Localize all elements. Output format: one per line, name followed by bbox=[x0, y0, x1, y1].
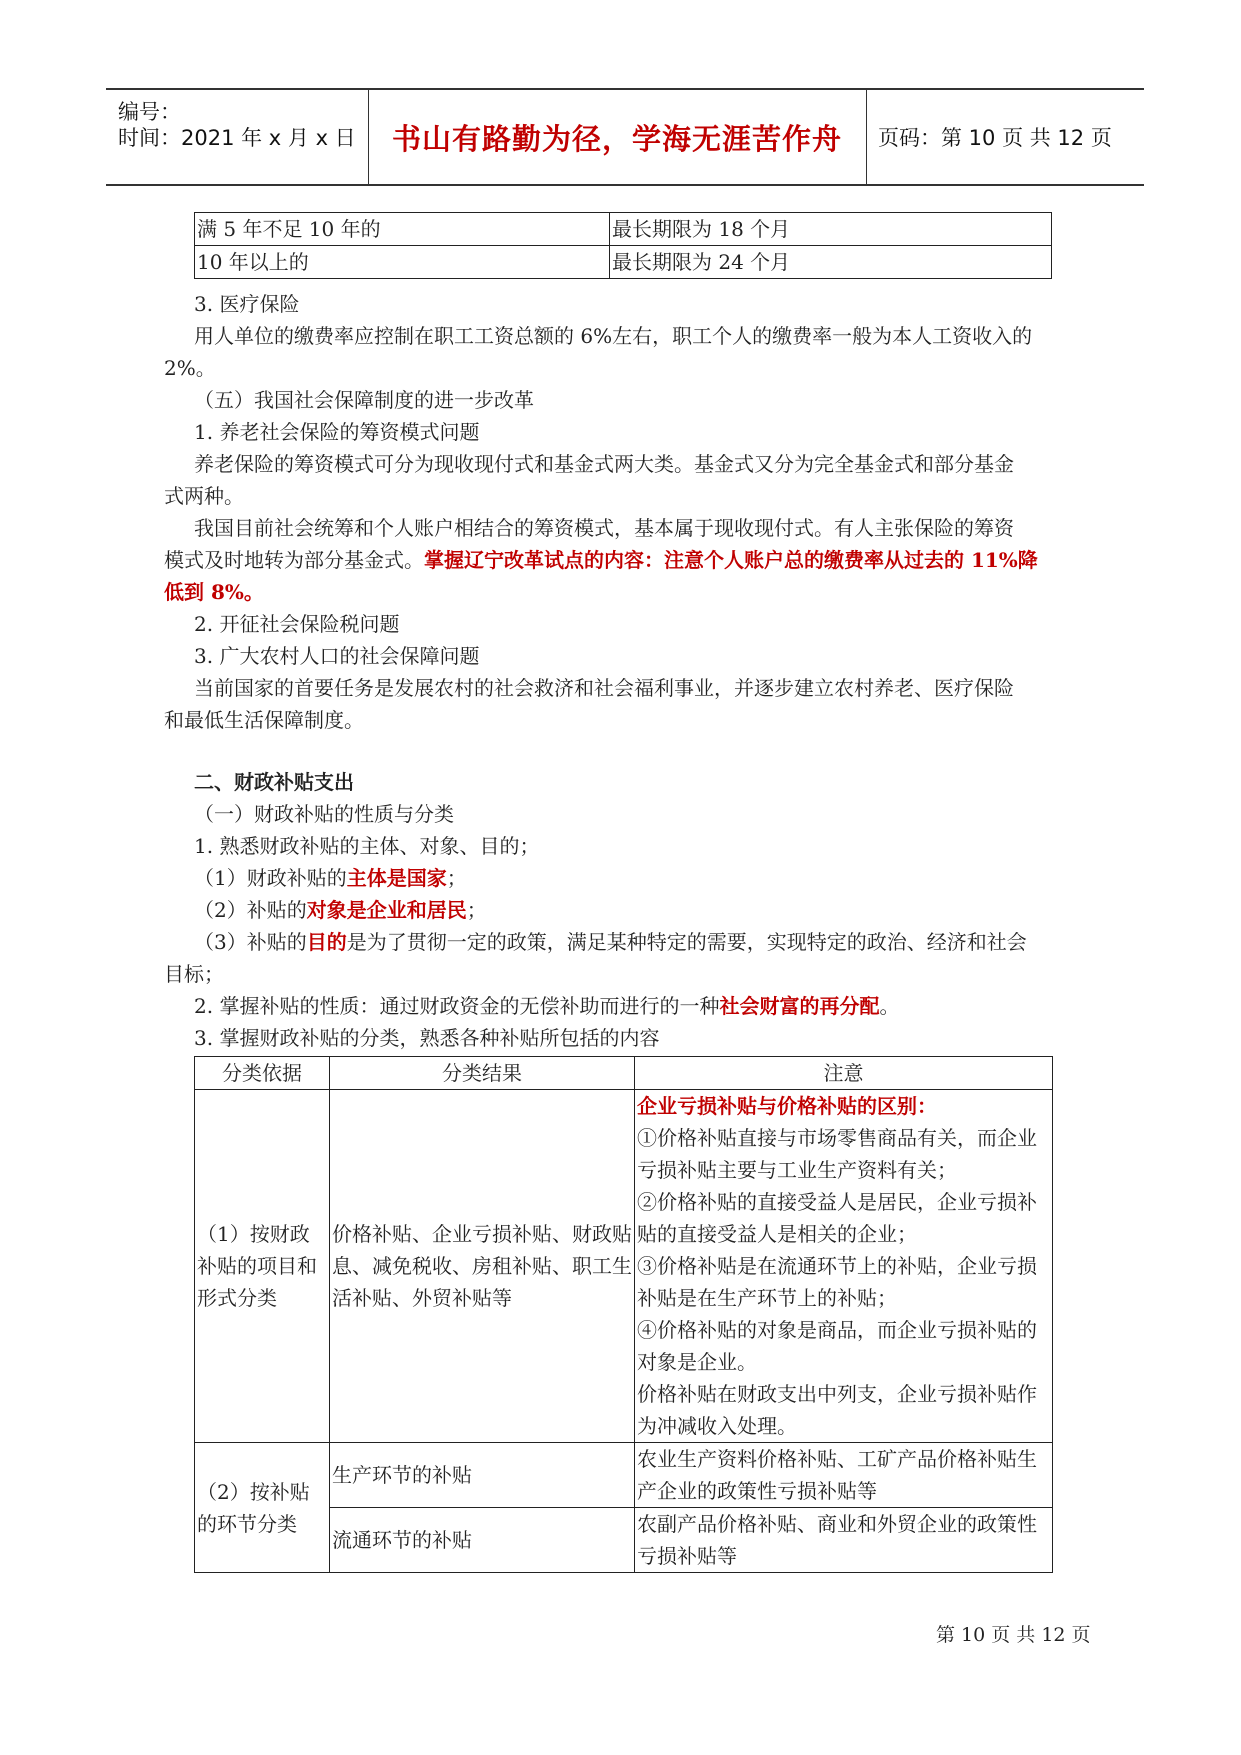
paragraph bbox=[164, 544, 1064, 576]
doc-time-label: 时间：2021 年 x 月 x 日 bbox=[118, 126, 356, 150]
paragraph: 3. 掌握财政补贴的分类，熟悉各种补贴所包括的内容 bbox=[194, 1026, 660, 1050]
text-run: （1）财政补贴的 bbox=[194, 866, 347, 890]
paragraph: 用人单位的缴费率应控制在职工工资总额的 6%左右，职工个人的缴费率一般为本人工资收入的 bbox=[194, 324, 1033, 348]
table-cell: 满 5 年不足 10 年的 bbox=[195, 213, 610, 246]
highlight-text: 主体是国家 bbox=[346, 866, 447, 890]
paragraph: 2%。 bbox=[164, 356, 216, 380]
text-run: （2）补贴的 bbox=[194, 898, 307, 922]
note-item: ②价格补贴的直接受益人是居民，企业亏损补贴的直接受益人是相关的企业； bbox=[637, 1190, 1037, 1246]
column-header: 分类结果 bbox=[330, 1057, 635, 1090]
table-cell: 流通环节的补贴 bbox=[330, 1508, 635, 1573]
table-row bbox=[195, 1090, 1053, 1443]
header-page-code: 页码：第 10 页 共 12 页 bbox=[878, 126, 1112, 150]
text-run: （3）补贴的 bbox=[194, 930, 307, 954]
subsidy-classification-table bbox=[194, 1056, 1053, 1573]
table-cell: 最长期限为 24 个月 bbox=[610, 246, 1052, 279]
text-run: 。 bbox=[879, 994, 900, 1018]
text-run: ； bbox=[446, 866, 467, 890]
table-cell: 生产环节的补贴 bbox=[330, 1443, 635, 1508]
paragraph: 当前国家的首要任务是发展农村的社会救济和社会福利事业，并逐步建立农村养老、医疗保险 bbox=[194, 676, 1014, 700]
note-item: 价格补贴在财政支出中列支，企业亏损补贴作为冲减收入处理。 bbox=[637, 1382, 1037, 1438]
highlight-text: 社会财富的再分配 bbox=[719, 994, 880, 1018]
paragraph: 和最低生活保障制度。 bbox=[164, 708, 364, 732]
section-heading: （五）我国社会保障制度的进一步改革 bbox=[194, 388, 534, 412]
table-cell: 价格补贴、企业亏损补贴、财政贴息、减免税收、房租补贴、职工生活补贴、外贸补贴等 bbox=[330, 1090, 635, 1443]
paragraph: 3. 医疗保险 bbox=[194, 292, 300, 316]
table-cell: 最长期限为 18 个月 bbox=[610, 213, 1052, 246]
column-header: 注意 bbox=[635, 1057, 1053, 1090]
highlight-text: 低到 8%。 bbox=[164, 580, 264, 604]
note-item: ①价格补贴直接与市场零售商品有关，而企业亏损补贴主要与工业生产资料有关； bbox=[637, 1126, 1037, 1182]
period-table bbox=[194, 212, 1052, 279]
table-cell: （2）按补贴的环节分类 bbox=[195, 1443, 330, 1573]
paragraph: 3. 广大农村人口的社会保障问题 bbox=[194, 644, 480, 668]
text-run: ； bbox=[466, 898, 487, 922]
column-header: 分类依据 bbox=[195, 1057, 330, 1090]
paragraph: 式两种。 bbox=[164, 484, 244, 508]
highlight-text: 掌握辽宁改革试点的内容：注意个人账户总的缴费率从过去的 11%降 bbox=[424, 548, 1038, 572]
table-cell bbox=[635, 1090, 1053, 1443]
header-motto: 书山有路勤为径，学海无涯苦作舟 bbox=[391, 121, 842, 156]
paragraph bbox=[194, 894, 1094, 926]
note-item: ④价格补贴的对象是商品，而企业亏损补贴的对象是企业。 bbox=[637, 1318, 1037, 1374]
header-page-cell bbox=[866, 90, 1144, 184]
subsection-heading: （一）财政补贴的性质与分类 bbox=[194, 802, 454, 826]
table-row bbox=[195, 213, 1052, 246]
table-row bbox=[195, 1443, 1053, 1508]
paragraph: 目标； bbox=[164, 962, 224, 986]
table-cell: 农副产品价格补贴、商业和外贸企业的政策性亏损补贴等 bbox=[635, 1508, 1053, 1573]
paragraph: 养老保险的筹资模式可分为现收现付式和基金式两大类。基金式又分为完全基金式和部分基金 bbox=[194, 452, 1014, 476]
paragraph bbox=[194, 926, 1094, 958]
text-run: 2. 掌握补贴的性质：通过财政资金的无偿补助而进行的一种 bbox=[194, 994, 720, 1018]
paragraph: 2. 开征社会保险税问题 bbox=[194, 612, 400, 636]
table-cell: 农业生产资料价格补贴、工矿产品价格补贴生产企业的政策性亏损补贴等 bbox=[635, 1443, 1053, 1508]
paragraph: 1. 养老社会保险的筹资模式问题 bbox=[194, 420, 480, 444]
paragraph bbox=[194, 862, 1094, 894]
text-run: 是为了贯彻一定的政策，满足某种特定的需要，实现特定的政治、经济和社会 bbox=[346, 930, 1027, 954]
table-cell: （1）按财政补贴的项目和形式分类 bbox=[195, 1090, 330, 1443]
note-title: 企业亏损补贴与价格补贴的区别： bbox=[637, 1094, 937, 1118]
paragraph bbox=[194, 990, 1094, 1022]
paragraph: 1. 熟悉财政补贴的主体、对象、目的； bbox=[194, 834, 540, 858]
highlight-text: 目的 bbox=[306, 930, 347, 954]
page-header bbox=[106, 88, 1144, 186]
text-run: 模式及时地转为部分基金式。 bbox=[164, 548, 424, 572]
page-footer: 第 10 页 共 12 页 bbox=[936, 1624, 1091, 1646]
table-cell: 10 年以上的 bbox=[195, 246, 610, 279]
header-meta-cell bbox=[106, 90, 369, 184]
table-row bbox=[195, 246, 1052, 279]
table-header-row bbox=[195, 1057, 1053, 1090]
note-item: ③价格补贴是在流通环节上的补贴，企业亏损补贴是在生产环节上的补贴； bbox=[637, 1254, 1037, 1310]
doc-number-label: 编号： bbox=[118, 100, 181, 124]
section-title: 二、财政补贴支出 bbox=[194, 770, 354, 794]
header-motto-cell bbox=[368, 90, 867, 184]
paragraph: 我国目前社会统筹和个人账户相结合的筹资模式，基本属于现收现付式。有人主张保险的筹资 bbox=[194, 516, 1014, 540]
highlight-text: 对象是企业和居民 bbox=[306, 898, 467, 922]
